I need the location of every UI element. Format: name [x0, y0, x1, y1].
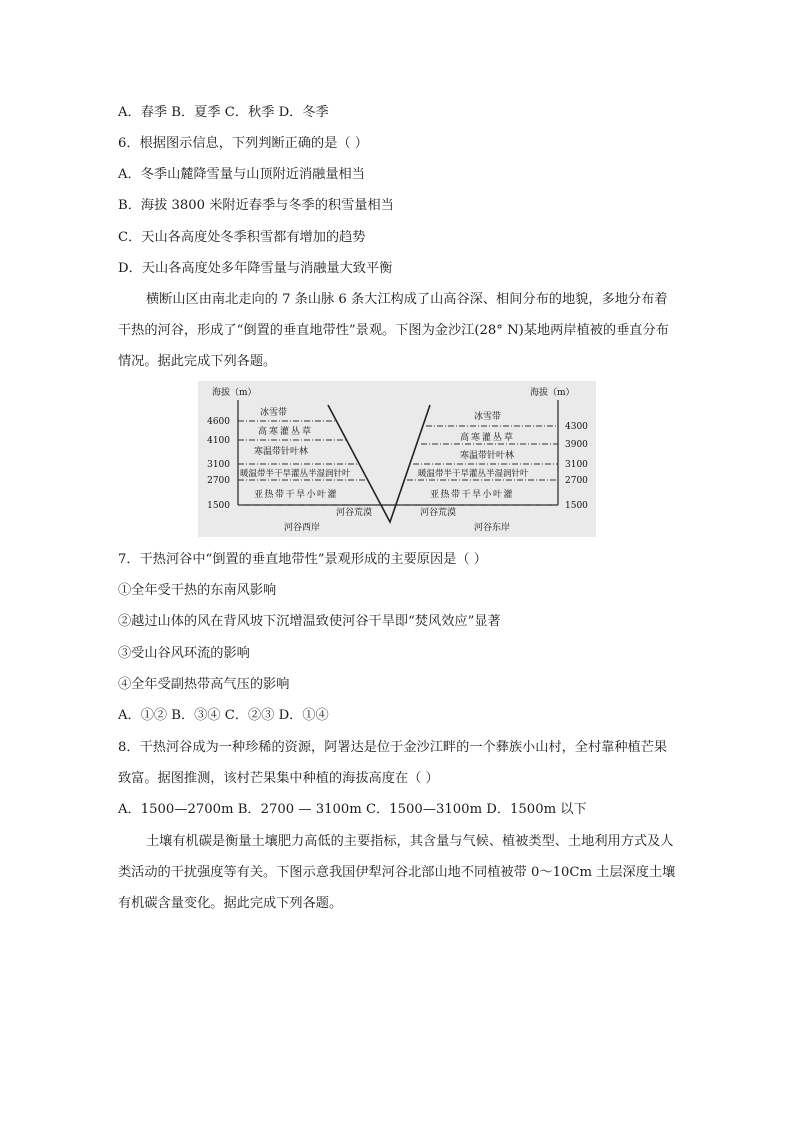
left-tick-3100: 3100: [207, 460, 230, 470]
q5-options: A．春季 B．夏季 C．秋季 D．冬季: [118, 105, 329, 120]
right-tick-1500: 1500: [565, 501, 588, 511]
left-tick-4600: 4600: [207, 417, 230, 427]
vertical-zone-diagram: [198, 381, 596, 537]
vegetation-vertical-zone-figure: [198, 381, 596, 537]
left-bank-label: 河谷西岸: [284, 523, 321, 533]
right-tick-4300: 4300: [565, 422, 588, 432]
left-zone-alpine-shrub: 高寒灌丛草: [258, 427, 314, 437]
left-zone-subtropical: 亚热带干旱小叶灌: [254, 490, 339, 500]
q7-option-1: ①全年受干热的东南风影响: [118, 583, 277, 598]
left-zone-cold-conifer: 寒温带针叶林: [254, 447, 309, 457]
q7-option-3: ③受山谷风环流的影响: [118, 646, 250, 661]
left-tick-1500: 1500: [207, 501, 230, 511]
right-tick-3900: 3900: [565, 440, 588, 450]
left-tick-2700: 2700: [207, 476, 230, 486]
q7-option-2: ②越过山体的风在背风坡下沉增温致使河谷干旱即“焚风效应”显著: [118, 614, 501, 629]
right-tick-2700: 2700: [565, 476, 588, 486]
q8-stem: 8．干热河谷成为一种珍稀的资源，阿署达是位于金沙江畔的一个彝族小山村，全村靠种植芒果致富。据图推测，该村芒果集中种植的海拔高度在（ ）: [118, 740, 668, 786]
left-zone-desert: 河谷荒漠: [336, 508, 373, 518]
left-axis-title: 海拔（m）: [212, 388, 257, 398]
q6-option-b: B．海拔 3800 米附近春季与冬季的积雪量相当: [118, 198, 394, 213]
figure-background: [198, 381, 596, 537]
right-zone-desert: 河谷荒漠: [420, 508, 457, 518]
intro-1-text: 横断山区由南北走向的 7 条山脉 6 条大江构成了山高谷深、相间分布的地貌，多地分布着干热的河谷，形成了“倒置的垂直地带性”景观。下图为金沙江(28° N)某地两岸植被的垂直分布情况。据此完成下列各题。: [118, 292, 669, 369]
q6-option-c: C．天山各高度处冬季积雪都有增加的趋势: [118, 230, 366, 245]
right-zone-cold-conifer: 寒温带针叶林: [460, 451, 515, 461]
intro-paragraph-1: [118, 284, 678, 377]
right-axis-title: 海拔（m）: [530, 388, 575, 398]
q8-choices: A．1500—2700m B．2700 — 3100m C．1500—3100m D．1500m 以下: [118, 802, 587, 817]
intro-paragraph-2: [118, 826, 678, 919]
intro-2-text: 土壤有机碳是衡量土壤肥力高低的主要指标，其含量与气候、植被类型、土地利用方式及人类活动的干扰强度等有关。下图示意我国伊犁河谷北部山地不同植被带 0～10Cm 土层深度土壤有机碳含量变化。据此完成下列各题。: [118, 834, 676, 911]
q6-option-a: A．冬季山麓降雪量与山顶附近消融量相当: [118, 167, 365, 182]
q7-option-4: ④全年受副热带高气压的影响: [118, 677, 290, 692]
right-zone-warm-shrub: 暖温带半干旱灌丛半湿润针叶: [418, 469, 529, 479]
q7-stem: 7．干热河谷中“倒置的垂直地带性”景观形成的主要原因是（ ）: [118, 552, 487, 567]
right-bank-label: 河谷东岸: [474, 523, 511, 533]
q6-stem: 6．根据图示信息，下列判断正确的是（ ）: [118, 136, 368, 151]
right-tick-3100: 3100: [565, 460, 588, 470]
right-zone-subtropical: 亚热带干旱小叶灌: [430, 490, 515, 500]
right-zone-snow: 冰雪带: [474, 412, 502, 422]
q6-option-d: D．天山各高度处多年降雪量与消融量大致平衡: [118, 261, 393, 276]
left-zone-snow: 冰雪带: [260, 408, 288, 418]
q7-choices: A．①② B．③④ C．②③ D．①④: [118, 708, 329, 723]
left-tick-4100: 4100: [207, 436, 230, 446]
right-zone-alpine-shrub: 高寒灌丛草: [460, 433, 516, 443]
left-zone-warm-shrub: 暖温带半干旱灌丛半湿润针叶: [240, 469, 351, 479]
